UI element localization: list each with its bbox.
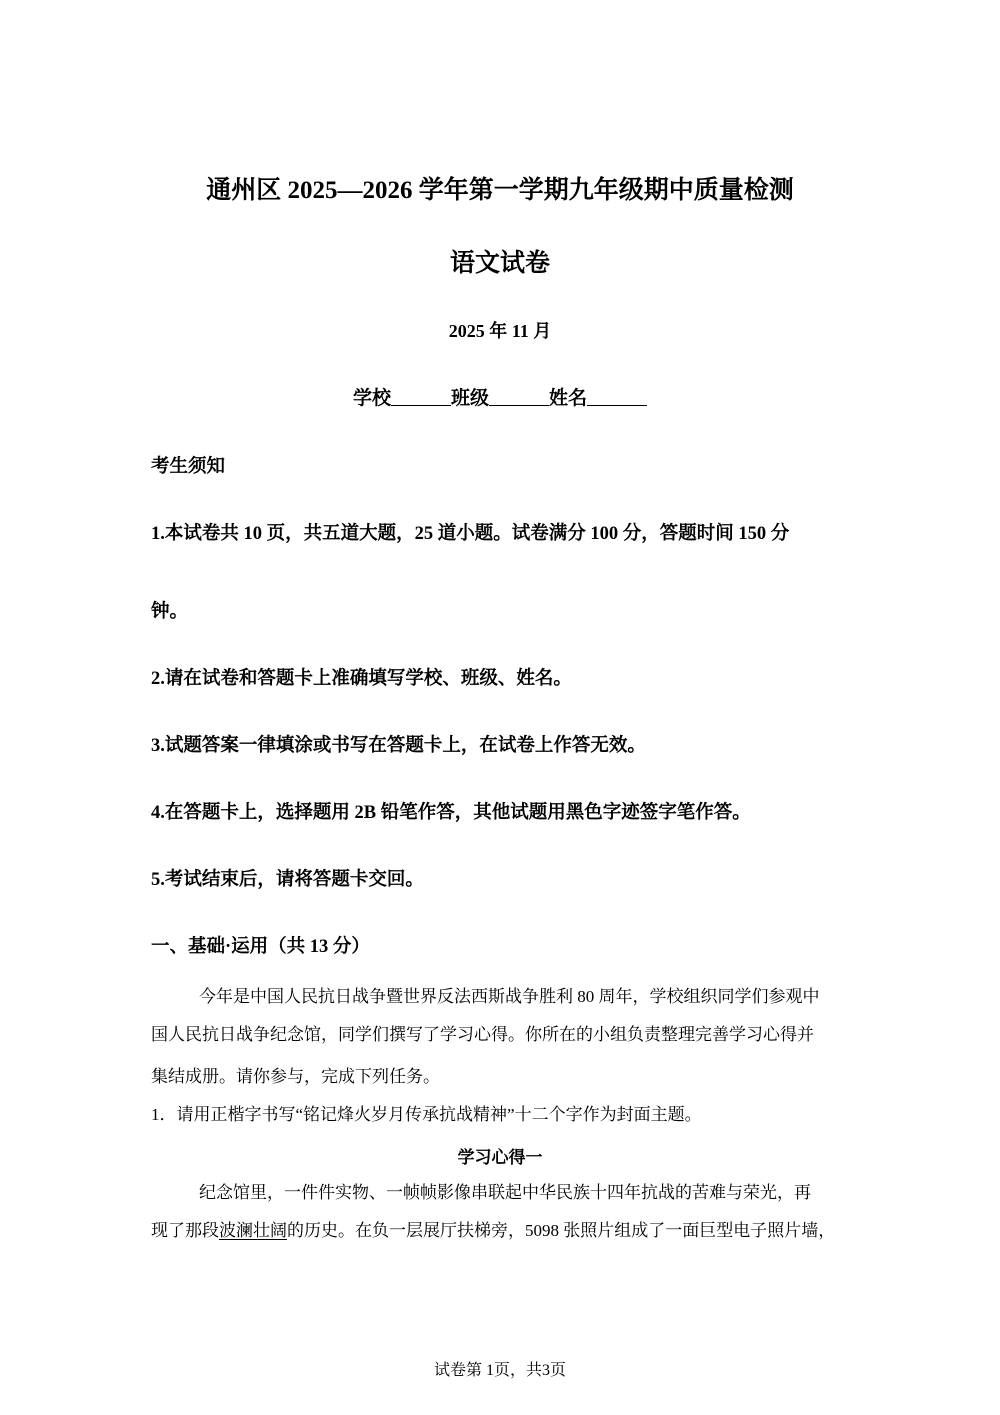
intro-line: 集结成册。请你参与，完成下列任务。: [151, 1067, 440, 1086]
essay-line: [151, 1222, 835, 1239]
notice-item: 钟。: [151, 602, 189, 622]
essay-title: 学习心得一: [457, 1148, 543, 1167]
notice-item: 4.在答题卡上，选择题用 2B 铅笔作答，其他试题用黑色字迹签字笔作答。: [151, 803, 751, 823]
question-1: 1．请用正楷字书写“铭记烽火岁月传承抗战精神”十二个字作为封面主题。: [151, 1105, 702, 1124]
student-info-fields: [0, 383, 1000, 410]
exam-title: 通州区 2025—2026 学年第一学期九年级期中质量检测: [206, 177, 794, 204]
essay-text: 的历史。在负一层展厅扶梯旁，5098 张照片组成了一面巨型电子照片墙，: [287, 1221, 836, 1240]
school-label: 学校: [352, 388, 391, 409]
exam-date: 2025 年 11 月: [448, 321, 552, 341]
essay-text: 现了那段: [151, 1221, 219, 1240]
essay-line: 纪念馆里，一件件实物、一帧帧影像串联起中华民族十四年抗战的苦难与荣光，再: [199, 1183, 811, 1202]
name-label: 姓名: [549, 388, 588, 409]
notice-item: 3.试题答案一律填涂或书写在答题卡上，在试卷上作答无效。: [151, 736, 646, 756]
page-footer: 试卷第 1页，共3页: [433, 1362, 566, 1379]
section-heading: 一、基础·运用（共 13 分）: [151, 937, 370, 957]
notice-heading: 考生须知: [151, 457, 226, 477]
notice-item: 2.请在试卷和答题卡上准确填写学校、班级、姓名。: [151, 669, 572, 689]
intro-line: 国人民抗日战争纪念馆，同学们撰写了学习心得。你所在的小组负责整理完善学习心得并: [151, 1025, 814, 1044]
exam-subtitle: 语文试卷: [449, 250, 550, 277]
class-blank: [489, 386, 549, 406]
intro-line: 今年是中国人民抗日战争暨世界反法西斯战争胜利 80 周年，学校组织同学们参观中: [199, 987, 820, 1006]
class-label: 班级: [450, 388, 489, 409]
notice-item: 5.考试结束后，请将答题卡交回。: [151, 870, 424, 890]
school-blank: [391, 386, 451, 406]
underlined-phrase: 波澜壮阔: [219, 1221, 287, 1240]
name-blank: [587, 386, 647, 406]
notice-item: 1.本试卷共 10 页，共五道大题，25 道小题。试卷满分 100 分，答题时间 150 分: [151, 524, 790, 544]
